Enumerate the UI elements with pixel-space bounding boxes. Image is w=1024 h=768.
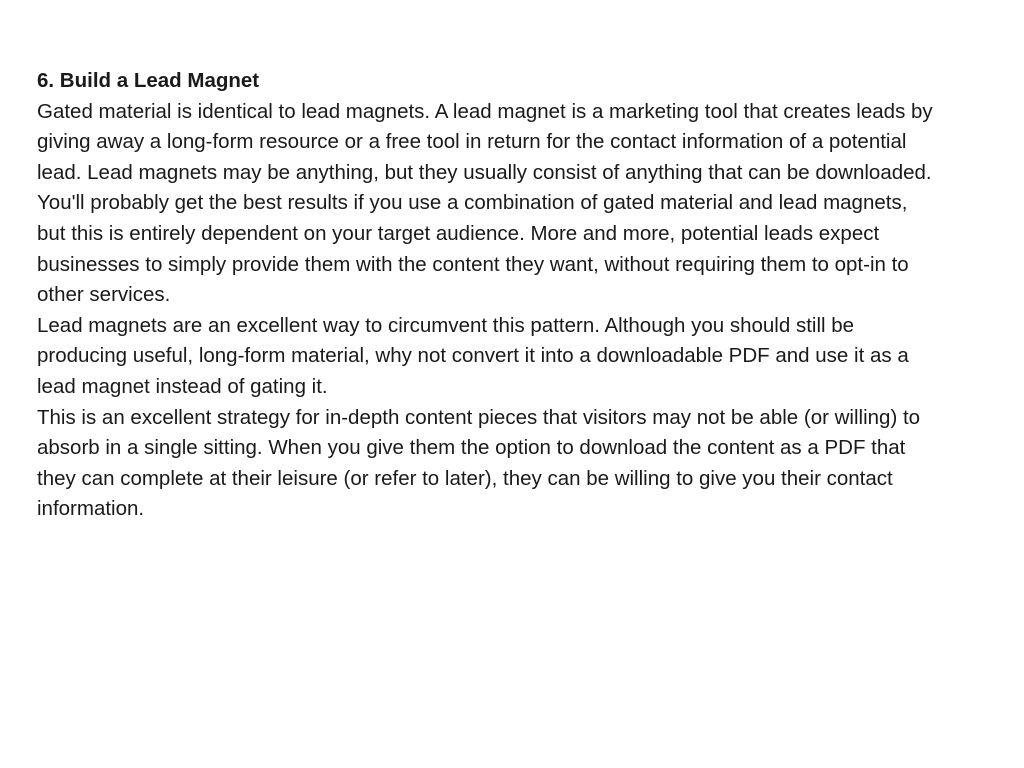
- paragraph-circumvent-pattern: Lead magnets are an excellent way to circumvent this pattern. Although you should still be producing useful, long-form material, why not convert it into a downloadable PDF and use it as a lead magnet instead of gating it.: [37, 313, 909, 398]
- slide-content: [37, 66, 937, 525]
- paragraph-lead-magnet-definition: Gated material is identical to lead magnets. A lead magnet is a marketing tool that creates leads by giving away a long-form resource or a free tool in return for the contact information of a potential lead. Lead magnets may be anything, but they usually consist of anything that can be downloaded.: [37, 99, 933, 184]
- paragraph-pdf-strategy: This is an excellent strategy for in-depth content pieces that visitors may not be able (or willing) to absorb in a single sitting. When you give them the option to download the content as a PDF that they can complete at their leisure (or refer to later), they can be willing to give you their contact information.: [37, 405, 921, 521]
- section-heading: 6. Build a Lead Magnet: [37, 69, 260, 92]
- paragraph-combination-strategy: You'll probably get the best results if you use a combination of gated material and lead magnets, but this is entirely dependent on your target audience. More and more, potential leads expect businesses to simply provide them with the content they want, without requiring them to opt-in to other services.: [37, 191, 909, 307]
